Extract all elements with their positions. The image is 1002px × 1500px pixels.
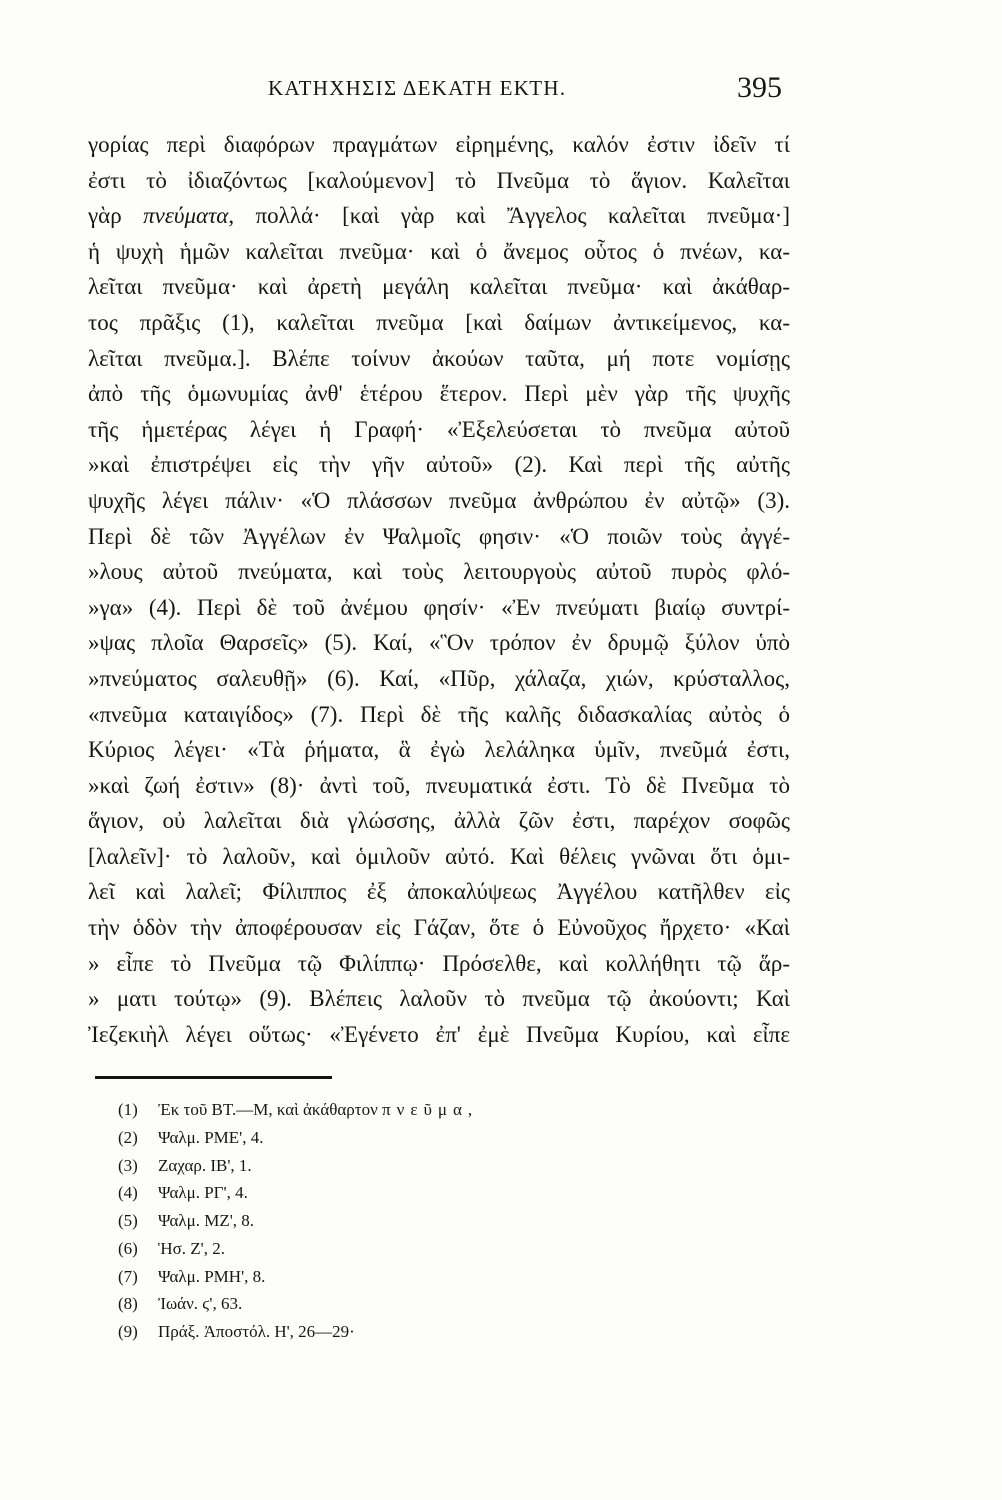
footnote-text: Ἐκ τοῦ ΒΤ.—Μ, καὶ ἀκάθαρτον [158, 1100, 383, 1119]
body-line: [λαλεῖν]· τὸ λαλοῦν, καὶ ὁμιλοῦν αὐτό. Καὶ θέλεις γνῶναι ὅτι ὁμι- [88, 843, 790, 869]
body-line: τος πρᾶξις (1), καλεῖται πνεῦμα [καὶ δαίμων ἀντικείμενος, κα- [88, 309, 790, 335]
body-line: Ἰεζεκιὴλ λέγει οὕτως· «Ἐγένετο ἐπ' ἐμὲ Πνεῦμα Κυρίου, καὶ εἶπε [88, 1021, 790, 1047]
footnote [118, 1318, 718, 1346]
footnote-marker: (5) [118, 1211, 138, 1230]
body-line: λεῖται πνεῦμα· καὶ ἀρετὴ μεγάλη καλεῖται πνεῦμα· καὶ ἀκάθαρ- [88, 274, 790, 300]
page-number: 395 [737, 71, 782, 104]
body-line: λεῖ καὶ λαλεῖ; Φίλιππος ἐξ ἀποκαλύψεως Ἀγγέλου κατῆλθεν εἰς [88, 879, 790, 905]
body-line: ἀπὸ τῆς ὁμωνυμίας ἀνθ' ἑτέρου ἕτερον. Περὶ μὲν γὰρ τῆς ψυχῆς [88, 381, 790, 407]
footnote-text: Ζαχαρ. ΙΒ', 1. [158, 1155, 252, 1175]
body-line: »πνεύματος σαλευθῇ» (6). Καί, «Πῦρ, χάλαζα, χιών, κρύσταλλος, [88, 665, 790, 691]
running-head: ΚΑΤΗΧΗΣΙΣ ΔΕΚΑΤΗ ΕΚΤΗ. [268, 76, 567, 100]
body-text [88, 127, 790, 1052]
body-line: λεῖται πνεῦμα.]. Βλέπε τοίνυν ἀκούων ταῦτα, μή ποτε νομίσῃς [88, 345, 790, 371]
footnote [118, 1179, 718, 1207]
footnote-marker: (7) [118, 1266, 138, 1286]
body-line: ψυχῆς λέγει πάλιν· «Ὁ πλάσσων πνεῦμα ἀνθρώπου ἐν αὐτῷ» (3). [88, 487, 790, 513]
footnote [118, 1235, 718, 1263]
body-line: »γα» (4). Περὶ δὲ τοῦ ἀνέμου φησίν· «Ἐν πνεύματι βιαίῳ συντρί- [88, 594, 790, 620]
footnote-spaced-word: πνεῦμα, [382, 1100, 479, 1119]
footnote-marker: (3) [118, 1155, 138, 1175]
body-line: » εἶπε τὸ Πνεῦμα τῷ Φιλίππῳ· Πρόσελθε, καὶ κολλήθητι τῷ ἅρ- [88, 950, 790, 976]
footnote-text: Ψαλμ. ΡΜΗ', 8. [158, 1266, 266, 1286]
body-line: Περὶ δὲ τῶν Ἀγγέλων ἐν Ψαλμοῖς φησιν· «Ὁ ποιῶν τοὺς ἀγγέ- [88, 523, 790, 549]
footnote-text: Ἡσ. Ζ', 2. [158, 1238, 225, 1258]
body-line: τῆς ἡμετέρας λέγει ἡ Γραφή· «Ἐξελεύσεται τὸ πνεῦμα αὐτοῦ [88, 416, 790, 442]
body-line: »λους αὐτοῦ πνεύματα, καὶ τοὺς λειτουργοὺς αὐτοῦ πυρὸς φλό- [88, 559, 790, 585]
body-line: γορίας περὶ διαφόρων πραγμάτων εἰρημένης, καλόν ἐστιν ἰδεῖν τί [88, 132, 790, 157]
body-line: »καὶ ζωή ἐστιν» (8)· ἀντὶ τοῦ, πνευματικά ἐστι. Τὸ δὲ Πνεῦμα τὸ [88, 772, 790, 798]
body-line: »καὶ ἐπιστρέψει εἰς τὴν γῆν αὐτοῦ» (2). Καὶ περὶ τῆς αὐτῆς [88, 452, 790, 478]
footnote-marker: (8) [118, 1294, 138, 1314]
footnote-text: Πράξ. Ἀποστόλ. Η', 26—29· [158, 1322, 355, 1341]
body-line: »ψας πλοῖα Θαρσεῖς» (5). Καί, «Ὃν τρόπον ἐν δρυμῷ ξύλον ὑπὸ [88, 630, 790, 656]
footnote-marker: (6) [118, 1238, 138, 1258]
body-line-text: , πολλά· [καὶ γὰρ καὶ Ἄγγελος καλεῖται πνεῦμα·] [228, 203, 790, 229]
body-line: » ματι τούτῳ» (9). Βλέπεις λαλοῦν τὸ πνεῦμα τῷ ἀκούοντι; Καὶ [88, 986, 790, 1012]
body-line: ἐστι τὸ ἰδιαζόντως [καλούμενον] τὸ Πνεῦμα τὸ ἅγιον. Καλεῖται [88, 167, 790, 193]
body-line: Κύριος λέγει· «Τὰ ῥήματα, ἃ ἐγὼ λελάληκα ὑμῖν, πνεῦμά ἐστι, [88, 737, 790, 763]
footnote-marker: (4) [118, 1183, 138, 1203]
body-line: «πνεῦμα καταιγίδος» (7). Περὶ δὲ τῆς καλῆς διδασκαλίας αὐτὸς ὁ [88, 701, 790, 727]
body-line: ἅγιον, οὐ λαλεῖται διὰ γλώσσης, ἀλλὰ ζῶν ἐστι, παρέχον σοφῶς [88, 808, 790, 834]
body-line: ἡ ψυχὴ ἡμῶν καλεῖται πνεῦμα· καὶ ὁ ἄνεμος οὗτος ὁ πνέων, κα- [88, 238, 790, 264]
body-line: τὴν ὁδὸν τὴν ἀποφέρουσαν εἰς Γάζαν, ὅτε ὁ Εὐνοῦχος ἤρχετο· «Καὶ [88, 915, 790, 941]
footnote [118, 1207, 718, 1235]
footnote [118, 1096, 718, 1124]
footnote-text: Ψαλμ. ΜΖ', 8. [158, 1211, 255, 1230]
footnotes [118, 1096, 718, 1346]
footnote-text: Ψαλμ. ΡΜΕ', 4. [158, 1127, 264, 1147]
footnote-text: Ψαλμ. ΡΓ', 4. [158, 1183, 248, 1203]
footnote-marker: (2) [118, 1127, 138, 1147]
footnote-text: Ἰωάν. ϛ', 63. [158, 1294, 243, 1314]
footnote-rule [95, 1076, 332, 1079]
footnote-marker: (1) [118, 1100, 138, 1119]
italic-word: πνεύματα [143, 203, 229, 229]
footnote-marker: (9) [118, 1322, 138, 1341]
footnote [118, 1124, 718, 1152]
body-line-text: γὰρ [88, 203, 144, 229]
body-line [88, 198, 790, 234]
footnote [118, 1152, 718, 1180]
footnote [118, 1290, 718, 1318]
footnote [118, 1263, 718, 1291]
